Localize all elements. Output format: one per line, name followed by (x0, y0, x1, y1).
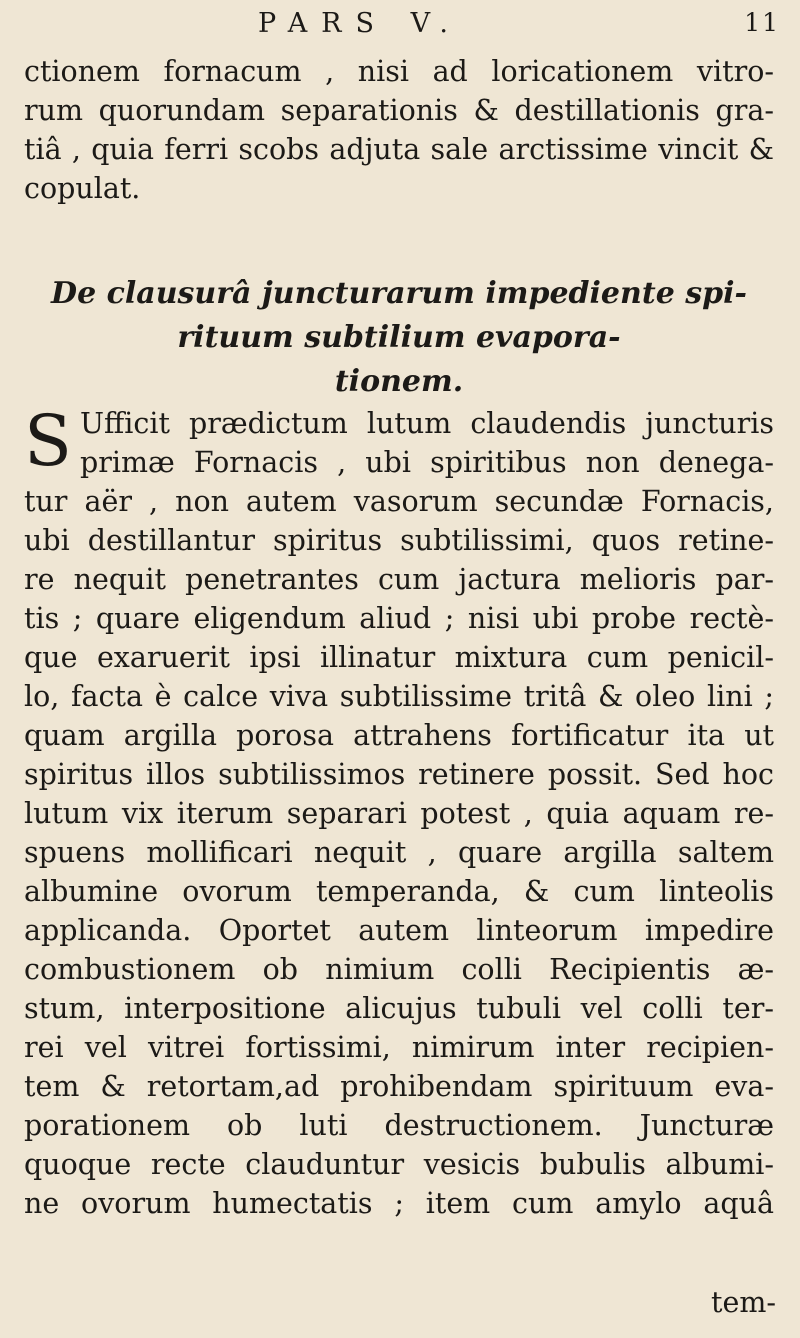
heading-line: tionem. (334, 364, 464, 399)
text-line: rum quorundam separationis & destillationis gra- (24, 94, 774, 127)
section-heading (24, 272, 774, 404)
text-line: primæ Fornacis , ubi spiritibus non denega- (80, 446, 774, 479)
text-line: que exaruerit ipsi illinatur mixtura cum penicil- (24, 641, 774, 674)
text-line: ne ovorum humectatis ; item cum amylo aquâ (24, 1187, 774, 1220)
text-line: lo, facta è calce viva subtilissime tritâ & oleo lini ; (24, 680, 774, 713)
heading-line: De clausurâ juncturarum impediente spi- (51, 276, 747, 311)
text-line: tis ; quare eligendum aliud ; nisi ubi probe rectè- (24, 602, 774, 635)
text-line: applicanda. Oportet autem linteorum impedire (24, 914, 774, 947)
text-line: tem & retortam,ad prohibendam spirituum eva- (24, 1070, 774, 1103)
text-line: ctionem fornacum , nisi ad loricationem vitro- (24, 55, 774, 88)
text-line: ubi destillantur spiritus subtilissimi, quos retine- (24, 524, 774, 557)
catchword: tem- (711, 1286, 776, 1319)
heading-line: rituum subtilium evapora- (177, 320, 621, 355)
running-head (0, 8, 800, 44)
text-line: Ufficit prædictum lutum claudendis juncturis (80, 407, 774, 440)
text-line: tur aër , non autem vasorum secundæ Fornacis, (24, 485, 774, 518)
text-line: lutum vix iterum separari potest , quia aquam re- (24, 797, 774, 830)
text-line: spuens mollificari nequit , quare argilla saltem (24, 836, 774, 869)
drop-capital: S (24, 400, 72, 482)
running-title: PARS V. (258, 8, 462, 39)
text-line: re nequit penetrantes cum jactura melioris par- (24, 563, 774, 596)
text-line: porationem ob luti destructionem. Juncturæ (24, 1109, 774, 1142)
paragraph-2 (24, 400, 774, 1223)
text-line: stum, interpositione alicujus tubuli vel colli ter- (24, 992, 774, 1025)
text-line: quoque recte clauduntur vesicis bubulis albumi- (24, 1148, 774, 1181)
text-line: combustionem ob nimium colli Recipientis æ- (24, 953, 774, 986)
text-line: tiâ , quia ferri scobs adjuta sale arctissime vincit & (24, 133, 774, 166)
paragraph-1 (24, 52, 774, 208)
text-line: rei vel vitrei fortissimi, nimirum inter recipien- (24, 1031, 774, 1064)
text-line: copulat. (24, 172, 141, 205)
text-line: albumine ovorum temperanda, & cum linteolis (24, 875, 774, 908)
text-line: quam argilla porosa attrahens fortificatur ita ut (24, 719, 774, 752)
page-number: 11 (744, 8, 780, 37)
text-line: spiritus illos subtilissimos retinere possit. Sed hoc (24, 758, 774, 791)
